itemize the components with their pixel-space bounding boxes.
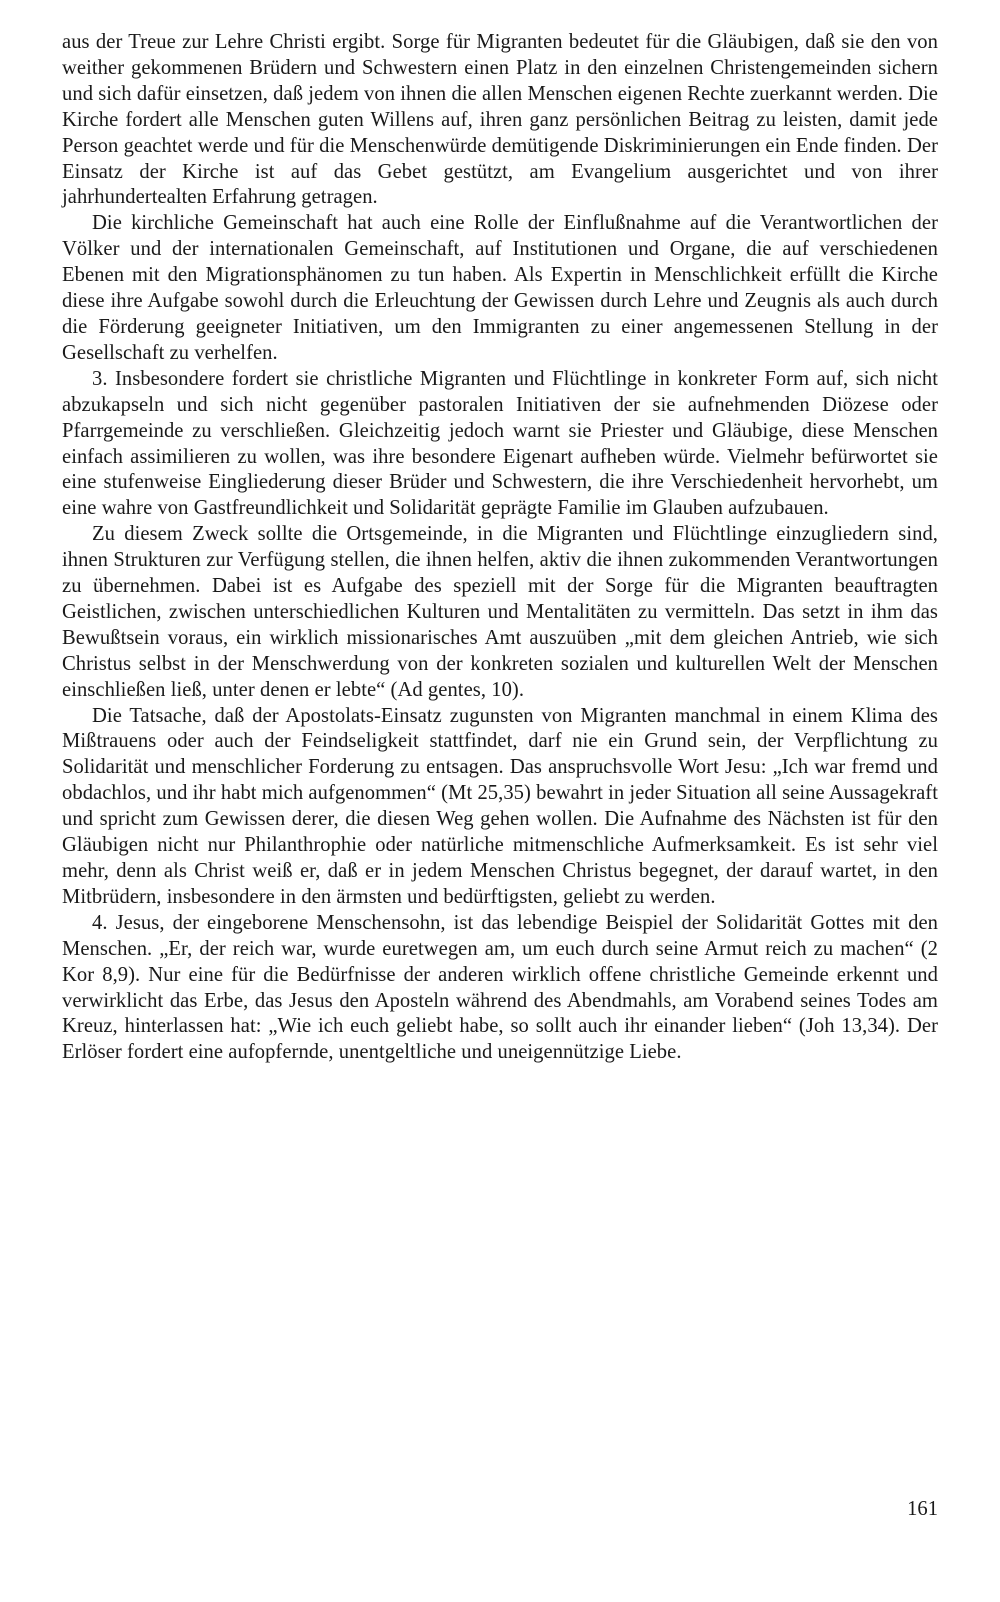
page-body [62, 30, 938, 1066]
page-number: 161 [907, 1498, 938, 1520]
paragraph-apostolate: Die Tatsache, daß der Apostolats-Einsatz zugunsten von Migranten manchmal in einem Klima des Mißtrauens oder auch der Feindseligkeit stattfindet, darf nie ein Grund sein, der Verpflichtung zu Solidarität und menschlicher Forderung zu entsagen. Das anspruchsvolle Wort Jesu: „Ich war fremd und obdachlos, und ihr habt mich aufgenommen“ (Mt 25,35) bewahrt in jeder Situation all seine Aussagekraft und spricht zum Gewissen derer, die diesen Weg gehen wollen. Die Aufnahme des Nächsten ist für den Gläubigen nicht nur Philanthrophie oder natürliche mitmenschliche Aufmerksamkeit. Es ist sehr viel mehr, denn als Christ weiß er, daß er in jedem Menschen Christus begegnet, der darauf wartet, in den Mitbrüdern, insbesondere in den ärmsten und bedürftigsten, geliebt zu werden. [62, 704, 938, 908]
paragraph-continuation: aus der Treue zur Lehre Christi ergibt. Sorge für Migranten bedeutet für die Gläubigen, daß sie den von weither gekommenen Brüdern und Schwestern einen Platz in den einzelnen Christengemeinden sichern und sich dafür einsetzen, daß jedem von ihnen die allen Menschen eigenen Rechte zuerkannt werden. Die Kirche fordert alle Menschen guten Willens auf, ihren ganz persönlichen Beitrag zu leisten, damit jede Person geachtet werde und für die Menschenwürde demütigende Diskriminierungen ein Ende finden. Der Einsatz der Kirche ist auf das Gebet gestützt, am Evangelium ausgerichtet und von ihrer jahrhundertealten Erfahrung getragen. [62, 31, 938, 209]
paragraph-community-role: Die kirchliche Gemeinschaft hat auch eine Rolle der Einflußnahme auf die Verantwortlichen der Völker und der internationalen Gemeinschaft, auf Institutionen und Organe, die auf verschiedenen Ebenen mit den Migrationsphänomen zu tun haben. Als Expertin in Menschlichkeit erfüllt die Kirche diese ihre Aufgabe sowohl durch die Erleuchtung der Gewissen durch Lehre und Zeugnis als auch durch die Förderung geeigneter Initiativen, um den Immigranten zu einer angemessenen Stellung in der Gesellschaft zu verhelfen. [62, 212, 938, 364]
paragraph-local-community: Zu diesem Zweck sollte die Ortsgemeinde, in die Migranten und Flüchtlinge einzugliedern sind, ihnen Strukturen zur Verfügung stellen, die ihnen helfen, aktiv die ihnen zukommenden Verantwortungen zu übernehmen. Dabei ist es Aufgabe des speziell mit der Sorge für die Migranten beauftragten Geistlichen, zwischen unterschiedlichen Kulturen und Mentalitäten zu vermitteln. Das setzt in ihm das Bewußtsein voraus, ein wirklich missionarisches Amt auszuüben „mit dem gleichen Antrieb, wie sich Christus selbst in der Menschwerdung von der konkreten sozialen und kulturellen Welt der Menschen einschließen ließ, unter denen er lebte“ (Ad gentes, 10). [62, 523, 938, 701]
paragraph-section-4: 4. Jesus, der eingeborene Menschensohn, ist das lebendige Beispiel der Solidarität Gottes mit den Menschen. „Er, der reich war, wurde euretwegen am, um euch durch seine Armut reich zu machen“ (2 Kor 8,9). Nur eine für die Bedürfnisse der anderen wirklich offene christliche Gemeinde erkennt und verwirklicht das Erbe, das Jesus den Aposteln während des Abendmahls, am Vorabend seines Todes am Kreuz, hinterlassen hat: „Wie ich euch geliebt habe, so sollt auch ihr einander lieben“ (Joh 13,34). Der Erlöser fordert eine aufopfernde, unentgeltliche und uneigennützige Liebe. [62, 911, 938, 1064]
paragraph-section-3: 3. Insbesondere fordert sie christliche Migranten und Flüchtlinge in konkreter Form auf, sich nicht abzukapseln und sich nicht gegenüber pastoralen Initiativen der sie aufnehmenden Diözese oder Pfarrgemeinde zu verschließen. Gleichzeitig jedoch warnt sie Priester und Gläubige, diese Menschen einfach assimilieren zu wollen, was ihre besondere Eigenart aufheben würde. Vielmehr befürwortet sie eine stufenweise Eingliederung dieser Brüder und Schwestern, die ihre Verschiedenheit hervorhebt, um eine wahre von Gastfreundlichkeit und Solidarität geprägte Familie im Glauben aufzubauen. [62, 367, 938, 520]
